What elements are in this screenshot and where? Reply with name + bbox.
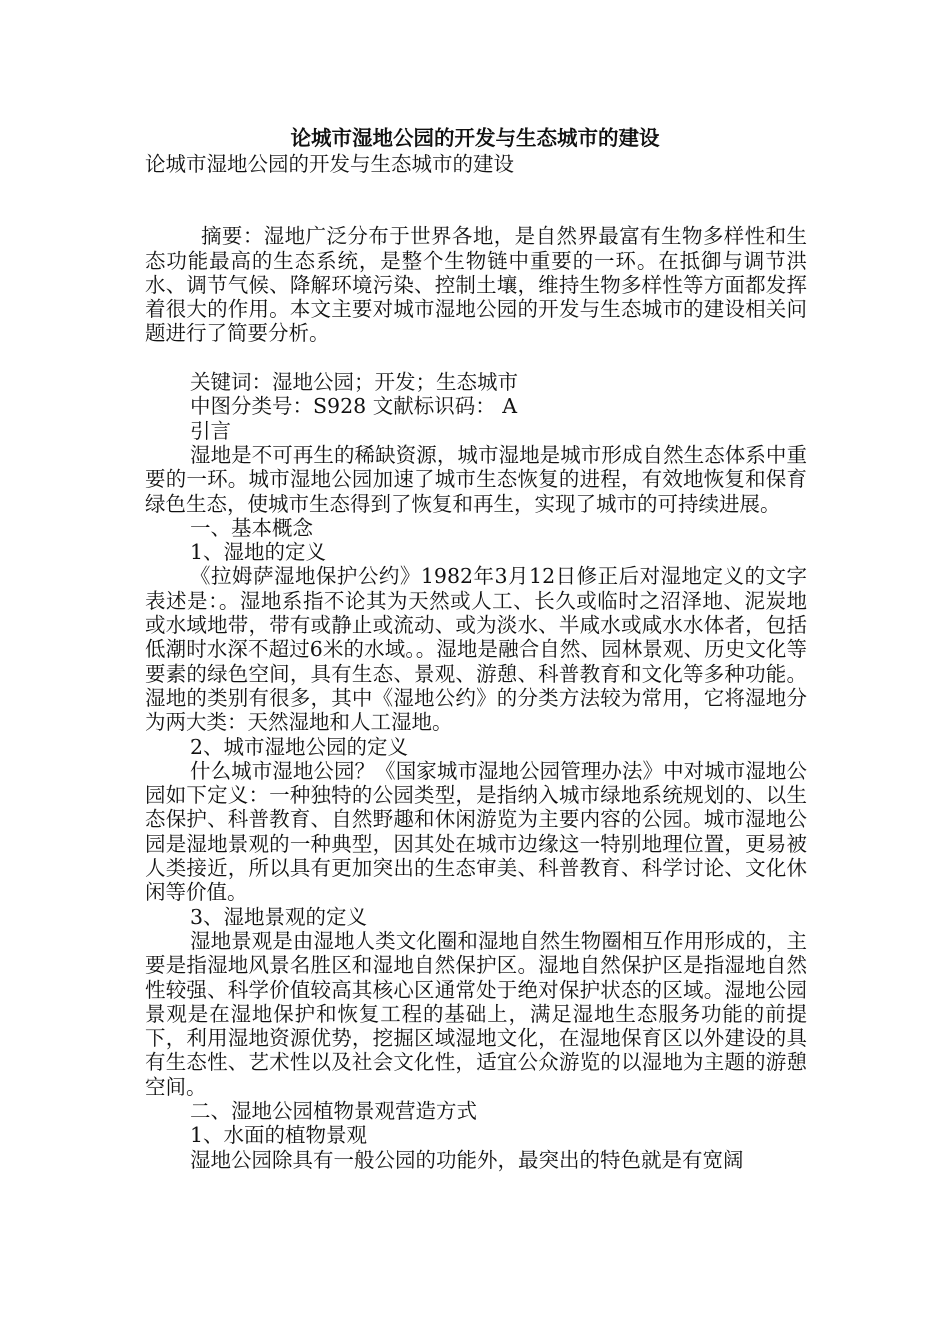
section-heading-1: 一、基本概念 — [190, 515, 313, 540]
subsection-heading-2: 2、城市湿地公园的定义 — [190, 734, 409, 759]
subsection-heading-4: 1、水面的植物景观 — [190, 1123, 368, 1148]
abstract-paragraph: 摘要：湿地广泛分布于世界各地，是自然界最富有生物多样性和生态功能最高的生态系统，是整个生物链中重要的一环。在抵御与调节洪水、调节气候、降解环境污染、控制土壤，维持生物多样性等方面都发挥着很大的作用。本文主要对城市湿地公园的开发与生态城市的建设相关问题进行了简要分析。 — [145, 224, 807, 346]
subsection-heading-3: 3、湿地景观的定义 — [190, 904, 368, 929]
intro-heading: 引言 — [190, 418, 231, 443]
document-subtitle: 论城市湿地公园的开发与生态城市的建设 — [145, 152, 514, 176]
subsection-paragraph-3: 湿地景观是由湿地人类文化圈和湿地自然生物圈相互作用形成的，主要是指湿地风景名胜区和湿地自然保护区。湿地自然保护区是指湿地自然性较强、科学价值较高其核心区通常处于绝对保护状态的区域。湿地公园景观是在湿地保护和恢复工程的基础上，满足湿地生态服务功能的前提下，利用湿地资源优势，挖掘区域湿地文化，在湿地保育区以外建设的具有生态性、艺术性以及社会文化性，适宜公众游览的以湿地为主题的游憩空间。 — [145, 928, 807, 1099]
classification-line: 中图分类号：S928 文献标识码： A — [190, 394, 518, 419]
intro-paragraph: 湿地是不可再生的稀缺资源，城市湿地是城市形成自然生态体系中重要的一环。城市湿地公园加速了城市生态恢复的进程，有效地恢复和保育绿色生态，使城市生态得到了恢复和再生，实现了城市的可持续进展。 — [145, 442, 807, 516]
document-body — [145, 200, 807, 1172]
subsection-paragraph-4: 湿地公园除具有一般公园的功能外，最突出的特色就是有宽阔 — [190, 1147, 744, 1172]
keywords-line: 关键词：湿地公园；开发；生态城市 — [190, 370, 518, 395]
subsection-heading-1: 1、湿地的定义 — [190, 540, 327, 565]
spacer — [145, 200, 807, 224]
subsection-paragraph-2: 什么城市湿地公园？《国家城市湿地公园管理办法》中对城市湿地公园如下定义：一种独特的公园类型，是指纳入城市绿地系统规划的、以生态保护、科普教育、自然野趣和休闲游览为主要内容的公园。城市湿地公园是湿地景观的一种典型，因其处在城市边缘这一特别地理位置，更易被人类接近，所以具有更加突出的生态审美、科普教育、科学讨论、文化休闲等价值。 — [145, 758, 807, 905]
subsection-paragraph-1: 《拉姆萨湿地保护公约》1982年3月12日修正后对湿地定义的文字表述是：。湿地系指不论其为天然或人工、长久或临时之沼泽地、泥炭地或水域地带，带有或静止或流动、或为淡水、半咸水或咸水水体者，包括低潮时水深不超过6米的水域。。湿地是融合自然、园林景观、历史文化等要素的绿色空间，具有生态、景观、游憩、科普教育和文化等多种功能。湿地的类别有很多，其中《湿地公约》的分类方法较为常用，它将湿地分为两大类：天然湿地和人工湿地。 — [145, 564, 807, 735]
section-heading-2: 二、湿地公园植物景观营造方式 — [190, 1098, 477, 1123]
spacer — [145, 346, 807, 370]
document-title: 论城市湿地公园的开发与生态城市的建设 — [290, 126, 660, 150]
